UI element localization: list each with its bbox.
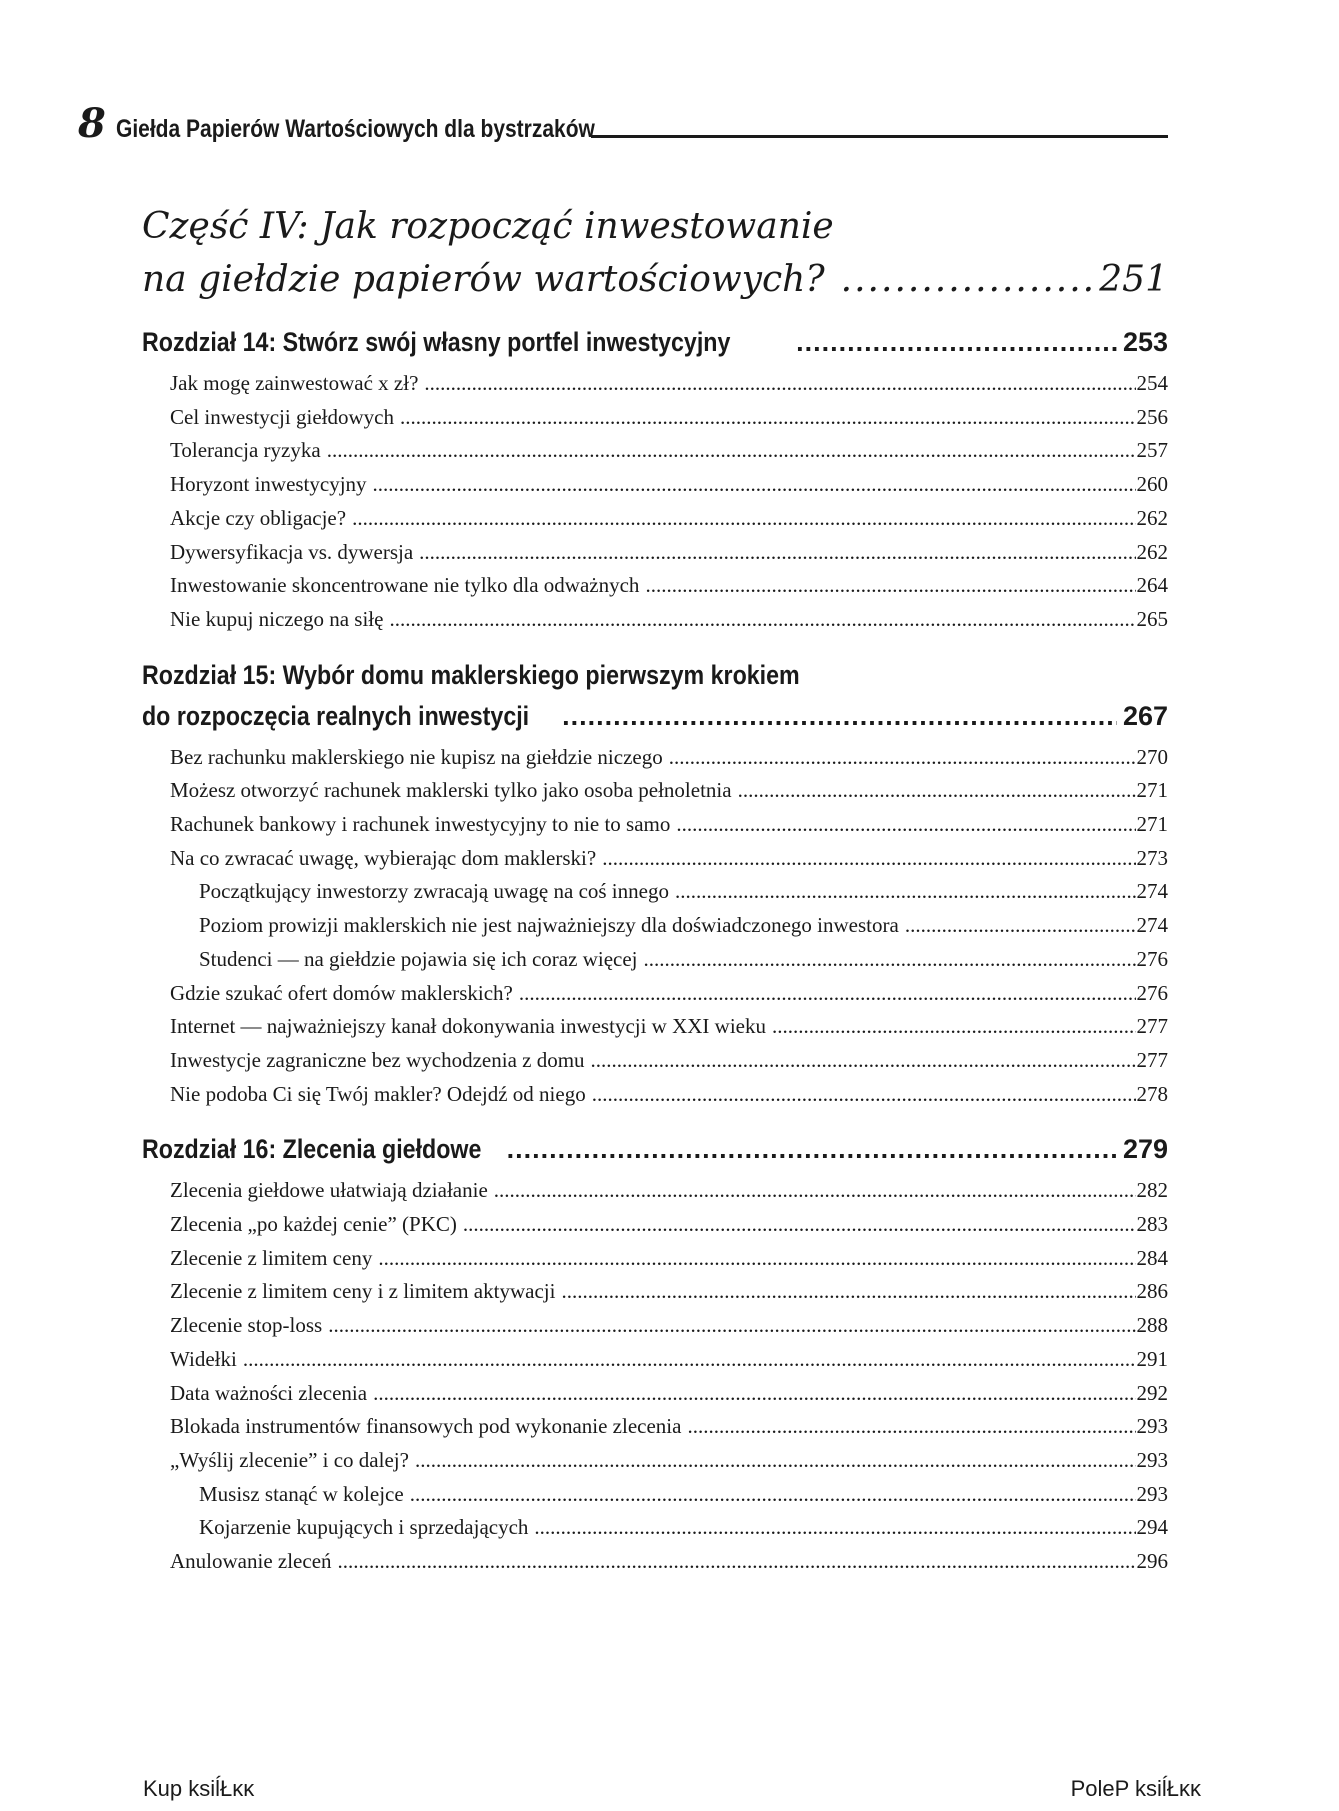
entry-page-number: 286: [1136, 1279, 1168, 1304]
entry-title: Studenci — na giełdzie pojawia się ich coraz więcej: [199, 946, 638, 971]
part-heading: [142, 200, 1168, 306]
chapter-heading[interactable]: [142, 655, 1168, 737]
dot-leader: [772, 1010, 1136, 1044]
entry-page-number: 278: [1136, 1081, 1168, 1106]
chapter-title: Rozdział 15: Wybór domu maklerskiego pierwszym krokiem: [142, 659, 800, 690]
entry-title: Rachunek bankowy i rachunek inwestycyjny to nie to samo: [170, 812, 671, 837]
dot-leader: [534, 1511, 1135, 1545]
entry-title: Zlecenie z limitem ceny: [170, 1245, 373, 1270]
toc-entry[interactable]: [142, 1010, 1168, 1044]
dot-leader: [424, 367, 1135, 401]
dot-leader: [243, 1343, 1136, 1377]
entry-page-number: 262: [1136, 505, 1168, 530]
entry-page-number: 282: [1136, 1178, 1168, 1203]
toc-entry[interactable]: [142, 1309, 1168, 1343]
entry-page-number: 274: [1136, 913, 1168, 938]
toc-entry[interactable]: [142, 977, 1168, 1011]
entry-page-number: 293: [1136, 1481, 1168, 1506]
dot-leader: [352, 502, 1135, 536]
entry-title: Zlecenia „po każdej cenie” (PKC): [170, 1212, 457, 1237]
entry-page-number: 296: [1136, 1549, 1168, 1574]
chapter-heading[interactable]: [142, 322, 1168, 363]
entry-title: Nie podoba Ci się Twój makler? Odejdź od niego: [170, 1081, 586, 1106]
dot-leader: [645, 569, 1135, 603]
entry-title: Data ważności zlecenia: [170, 1380, 368, 1405]
chapter-page-number: 253: [1122, 327, 1168, 357]
dot-leader: [669, 741, 1136, 775]
entry-page-number: 293: [1136, 1414, 1168, 1439]
toc-entry[interactable]: [142, 1545, 1168, 1579]
toc-entry[interactable]: [142, 741, 1168, 775]
header-rule: [591, 135, 1168, 138]
entry-title: Jak mogę zainwestować x zł?: [170, 371, 419, 395]
entry-page-number: 274: [1136, 879, 1168, 904]
dot-leader: [373, 1377, 1135, 1411]
dot-leader: [562, 696, 1117, 737]
entry-page-number: 271: [1136, 778, 1168, 803]
toc-subentry[interactable]: [142, 909, 1168, 943]
table-of-contents: [142, 322, 1168, 1579]
toc-entry[interactable]: [142, 774, 1168, 808]
toc-subentry[interactable]: [142, 1478, 1168, 1512]
toc-entry[interactable]: [142, 1242, 1168, 1276]
entry-page-number: 291: [1136, 1346, 1168, 1371]
dot-leader: [602, 842, 1135, 876]
dot-leader: [796, 322, 1117, 363]
chapter-title: Rozdział 16: Zlecenia giełdowe: [142, 1134, 482, 1165]
entry-page-number: 270: [1136, 744, 1168, 769]
entry-page-number: 264: [1136, 573, 1168, 598]
entry-title: Musisz stanąć w kolejce: [199, 1481, 404, 1506]
toc-subentry[interactable]: [142, 943, 1168, 977]
entry-title: Widełki: [170, 1346, 237, 1371]
toc-entry[interactable]: [142, 1078, 1168, 1112]
toc-subentry[interactable]: [142, 1511, 1168, 1545]
dot-leader: [378, 1242, 1135, 1276]
dot-leader: [338, 1545, 1136, 1579]
dot-leader: [905, 909, 1136, 943]
dot-leader: [463, 1208, 1136, 1242]
toc-entry[interactable]: [142, 468, 1168, 502]
entry-title: Internet — najważniejszy kanał dokonywania inwestycji w XXI wieku: [170, 1014, 766, 1039]
dot-leader: [592, 1078, 1136, 1112]
page-header: [78, 98, 1168, 147]
toc-entry[interactable]: [142, 1208, 1168, 1242]
entry-page-number: 277: [1136, 1047, 1168, 1072]
entry-title: Nie kupuj niczego na siłę: [170, 606, 384, 631]
entry-title: „Wyślij zlecenie” i co dalej?: [170, 1447, 409, 1472]
entry-page-number: 257: [1136, 438, 1168, 463]
toc-entry[interactable]: [142, 401, 1168, 435]
entry-page-number: 293: [1136, 1447, 1168, 1472]
entry-page-number: 256: [1136, 404, 1168, 429]
toc-entry[interactable]: [142, 434, 1168, 468]
toc-entry[interactable]: [142, 536, 1168, 570]
entry-title: Bez rachunku maklerskiego nie kupisz na giełdzie niczego: [170, 744, 663, 769]
toc-entry[interactable]: [142, 367, 1168, 401]
entry-title: Dywersyfikacja vs. dywersja: [170, 539, 414, 564]
entry-page-number: 271: [1136, 812, 1168, 837]
entry-title: Inwestycje zagraniczne bez wychodzenia z domu: [170, 1047, 585, 1072]
book-title: Giełda Papierów Wartościowych dla bystrzaków: [115, 115, 595, 143]
toc-entry[interactable]: [142, 1410, 1168, 1444]
entry-title: Poziom prowizji maklerskich nie jest najważniejszy dla doświadczonego inwestora: [199, 913, 899, 938]
entry-title: Zlecenia giełdowe ułatwiają działanie: [170, 1178, 488, 1203]
dot-leader: [400, 401, 1136, 435]
entry-page-number: 260: [1136, 472, 1168, 497]
entry-title: Zlecenie stop-loss: [170, 1313, 323, 1338]
entry-page-number: 265: [1136, 606, 1168, 631]
part-page-number: 251: [1099, 259, 1168, 300]
entry-title: Na co zwracać uwagę, wybierając dom maklerski?: [170, 845, 597, 870]
entry-title: Anulowanie zleceń: [170, 1549, 332, 1574]
toc-entry[interactable]: [142, 603, 1168, 637]
dot-leader: [519, 977, 1136, 1011]
dot-leader: [410, 1478, 1136, 1512]
entry-title: Cel inwestycji giełdowych: [170, 404, 394, 429]
entry-title: Gdzie szukać ofert domów maklerskich?: [170, 980, 513, 1005]
dot-leader: [675, 875, 1136, 909]
dot-leader: [373, 468, 1136, 502]
chapter-title: Rozdział 14: Stwórz swój własny portfel inwestycyjny: [142, 327, 731, 357]
entry-page-number: 294: [1136, 1515, 1168, 1540]
chapter-title: do rozpoczęcia realnych inwestycji: [142, 700, 530, 731]
dot-leader: [738, 774, 1136, 808]
toc-entry[interactable]: [142, 569, 1168, 603]
entry-page-number: 277: [1136, 1014, 1168, 1039]
entry-page-number: 283: [1136, 1212, 1168, 1237]
part-title-line-2: na giełdzie papierów wartościowych?: [142, 259, 825, 300]
entry-title: Akcje czy obligacje?: [170, 505, 347, 530]
entry-title: Tolerancja ryzyka: [170, 438, 321, 463]
dot-leader: [676, 808, 1135, 842]
toc-entry[interactable]: [142, 808, 1168, 842]
dot-leader: [419, 536, 1135, 570]
chapter-page-number: 267: [1122, 700, 1168, 731]
toc-entry[interactable]: [142, 1444, 1168, 1478]
entry-title: Zlecenie z limitem ceny i z limitem aktywacji: [170, 1279, 556, 1304]
chapter-heading[interactable]: [142, 1129, 1168, 1170]
entry-page-number: 276: [1136, 946, 1168, 971]
entry-title: Horyzont inwestycyjny: [170, 472, 367, 497]
entry-page-number: 254: [1136, 371, 1168, 395]
toc-entry[interactable]: [142, 1275, 1168, 1309]
entry-page-number: 273: [1136, 845, 1168, 870]
entry-page-number: 276: [1136, 980, 1168, 1005]
dot-leader: [507, 1129, 1117, 1170]
entry-page-number: 288: [1136, 1313, 1168, 1338]
toc-entry[interactable]: [142, 1343, 1168, 1377]
dot-leader: [327, 434, 1136, 468]
toc-entry[interactable]: [142, 1044, 1168, 1078]
toc-entry[interactable]: [142, 502, 1168, 536]
dot-leader: [494, 1174, 1136, 1208]
entry-title: Inwestowanie skoncentrowane nie tylko dla odważnych: [170, 573, 640, 598]
entry-page-number: 292: [1136, 1380, 1168, 1405]
dot-leader: [328, 1309, 1135, 1343]
toc-entry[interactable]: [142, 1174, 1168, 1208]
dot-leader: [389, 603, 1135, 637]
footer-recommend-link[interactable]: PoleP ksiĺŁĸĸ: [1070, 1776, 1201, 1801]
entry-title: Możesz otworzyć rachunek maklerski tylko jako osoba pełnoletnia: [170, 778, 732, 803]
chapter-page-number: 279: [1122, 1134, 1168, 1165]
dot-leader: [415, 1444, 1136, 1478]
entry-title: Kojarzenie kupujących i sprzedających: [199, 1515, 529, 1540]
entry-title: Blokada instrumentów finansowych pod wykonanie zlecenia: [170, 1414, 682, 1439]
entry-title: Początkujący inwestorzy zwracają uwagę na coś innego: [199, 879, 669, 904]
toc-subentry[interactable]: [142, 875, 1168, 909]
dot-leader: [841, 253, 1096, 306]
toc-entry[interactable]: [142, 1377, 1168, 1411]
dot-leader: [591, 1044, 1136, 1078]
dot-leader: [644, 943, 1136, 977]
part-title-line-1: Część IV: Jak rozpocząć inwestowanie: [142, 206, 834, 247]
footer-buy-link[interactable]: Kup ksiĺŁĸĸ: [143, 1776, 255, 1801]
dot-leader: [561, 1275, 1135, 1309]
page-number: 8: [78, 100, 106, 147]
entry-page-number: 284: [1136, 1245, 1168, 1270]
dot-leader: [687, 1410, 1135, 1444]
toc-entry[interactable]: [142, 842, 1168, 876]
entry-page-number: 262: [1136, 539, 1168, 564]
